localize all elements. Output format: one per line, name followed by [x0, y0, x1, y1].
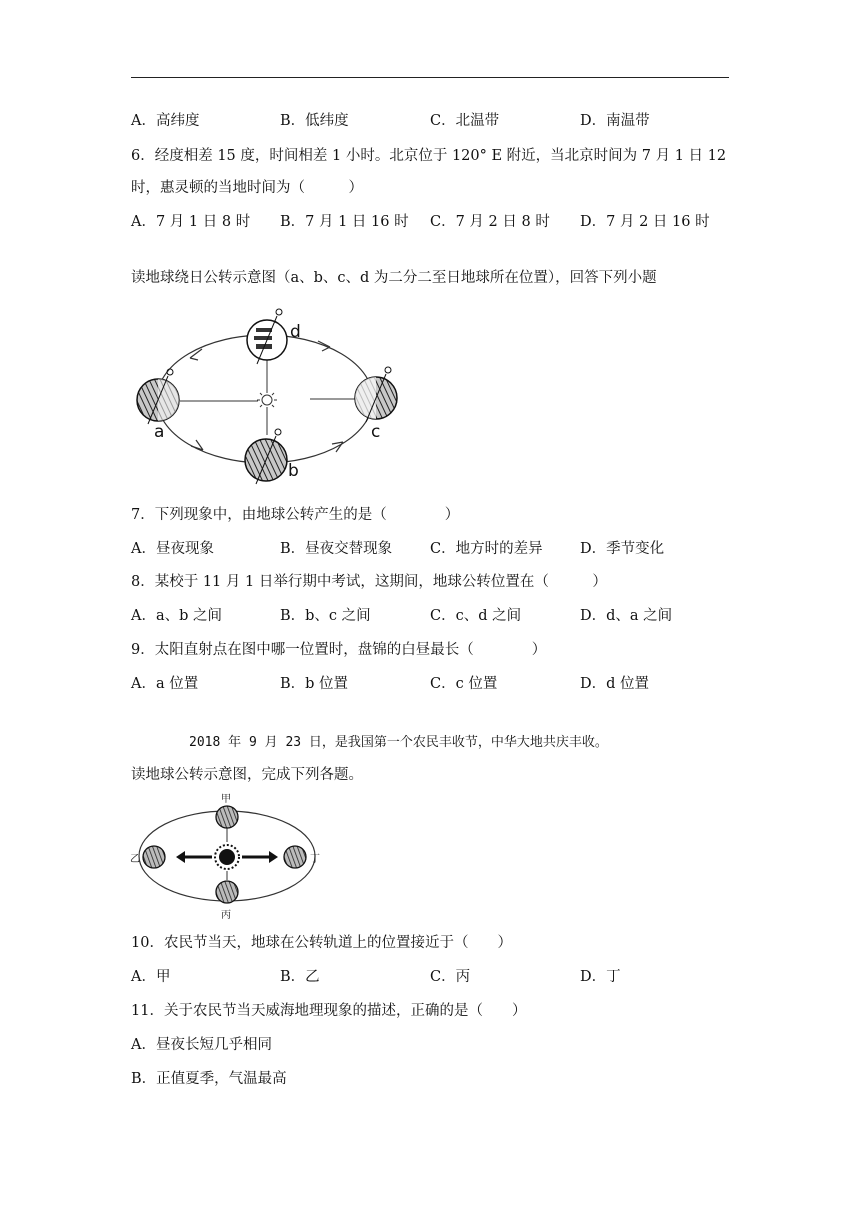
earth-jia-icon [216, 806, 238, 828]
q9-option-a[interactable]: A．a 位置 [131, 676, 199, 692]
q7-stem: 7．下列现象中，由地球公转产生的是（ ） [131, 507, 460, 523]
q7-option-c[interactable]: C．地方时的差异 [430, 541, 543, 557]
label-a: a [154, 422, 165, 442]
q7-option-a[interactable]: A．昼夜现象 [131, 541, 214, 557]
q10-option-a[interactable]: A．甲 [131, 969, 171, 985]
q6-option-a[interactable]: A．7 月 1 日 8 时 [131, 214, 251, 230]
label-b: b [288, 461, 299, 481]
q6-option-c[interactable]: C．7 月 2 日 8 时 [430, 214, 550, 230]
arrow-right-icon [242, 851, 278, 863]
label-c: c [371, 422, 381, 442]
q8-stem: 8．某校于 11 月 1 日举行期中考试，这期间，地球公转位置在（ ） [131, 574, 607, 590]
earth-c-icon [355, 367, 397, 422]
orbit-diagram-2 [128, 792, 340, 922]
q5-option-d[interactable]: D．南温带 [580, 113, 650, 129]
q6-stem-line2: 时，惠灵顿的当地时间为（ ） [131, 180, 363, 196]
earth-d-icon [247, 309, 287, 364]
q9-option-c[interactable]: C．c 位置 [430, 676, 498, 692]
q6-option-d[interactable]: D．7 月 2 日 16 时 [580, 214, 710, 230]
earth-a-icon [137, 369, 179, 424]
q8-option-d[interactable]: D．d、a 之间 [580, 608, 673, 624]
q7-option-b[interactable]: B．昼夜交替现象 [280, 541, 393, 557]
intro-diagram1: 读地球绕日公转示意图（a、b、c、d 为二分二至日地球所在位置），回答下列小题 [131, 270, 657, 286]
q11-stem: 11．关于农民节当天威海地理现象的描述，正确的是（ ） [131, 1003, 527, 1019]
q10-option-c[interactable]: C．丙 [430, 969, 471, 985]
sun-icon [257, 390, 277, 410]
intro2-line2: 读地球公转示意图，完成下列各题。 [131, 767, 363, 783]
label-d: d [290, 322, 301, 342]
q6-stem-line1: 6．经度相差 15 度，时间相差 1 小时。北京位于 120° E 附近，当北京时间为 7 月 1 日 12 [131, 148, 727, 164]
q8-option-c[interactable]: C．c、d 之间 [430, 608, 522, 624]
q10-option-b[interactable]: B．乙 [280, 969, 320, 985]
earth-b-icon [245, 429, 287, 484]
label-jia: 甲 [221, 794, 231, 805]
q8-option-b[interactable]: B．b、c 之间 [280, 608, 371, 624]
q6-option-b[interactable]: B．7 月 1 日 16 时 [280, 214, 409, 230]
earth-bing-icon [216, 881, 238, 903]
sun-icon-2 [215, 845, 239, 869]
q10-option-d[interactable]: D．丁 [580, 969, 621, 985]
q7-option-d[interactable]: D．季节变化 [580, 541, 665, 557]
intro2-line1: 2018 年 9 月 23 日，是我国第一个农民丰收节，中华大地共庆丰收。 [189, 735, 608, 750]
label-yi: 乙 [130, 854, 140, 865]
earth-ding-icon [284, 846, 306, 868]
orbit-diagram-1 [128, 300, 428, 490]
q10-stem: 10．农民节当天，地球在公转轨道上的位置接近于（ ） [131, 935, 512, 951]
header-rule [131, 77, 729, 78]
q5-option-b[interactable]: B．低纬度 [280, 113, 349, 129]
label-ding: 丁 [310, 854, 320, 865]
q5-option-a[interactable]: A．高纬度 [131, 113, 200, 129]
arrow-left-icon [176, 851, 212, 863]
earth-yi-icon [143, 846, 165, 868]
q8-option-a[interactable]: A．a、b 之间 [131, 608, 223, 624]
q11-option-a[interactable]: A．昼夜长短几乎相同 [131, 1037, 272, 1053]
q5-option-c[interactable]: C．北温带 [430, 113, 500, 129]
q9-option-b[interactable]: B．b 位置 [280, 676, 349, 692]
q9-stem: 9．太阳直射点在图中哪一位置时，盘锦的白昼最长（ ） [131, 642, 547, 658]
label-bing: 丙 [221, 910, 231, 921]
q11-option-b[interactable]: B．正值夏季，气温最高 [131, 1071, 287, 1087]
q9-option-d[interactable]: D．d 位置 [580, 676, 650, 692]
